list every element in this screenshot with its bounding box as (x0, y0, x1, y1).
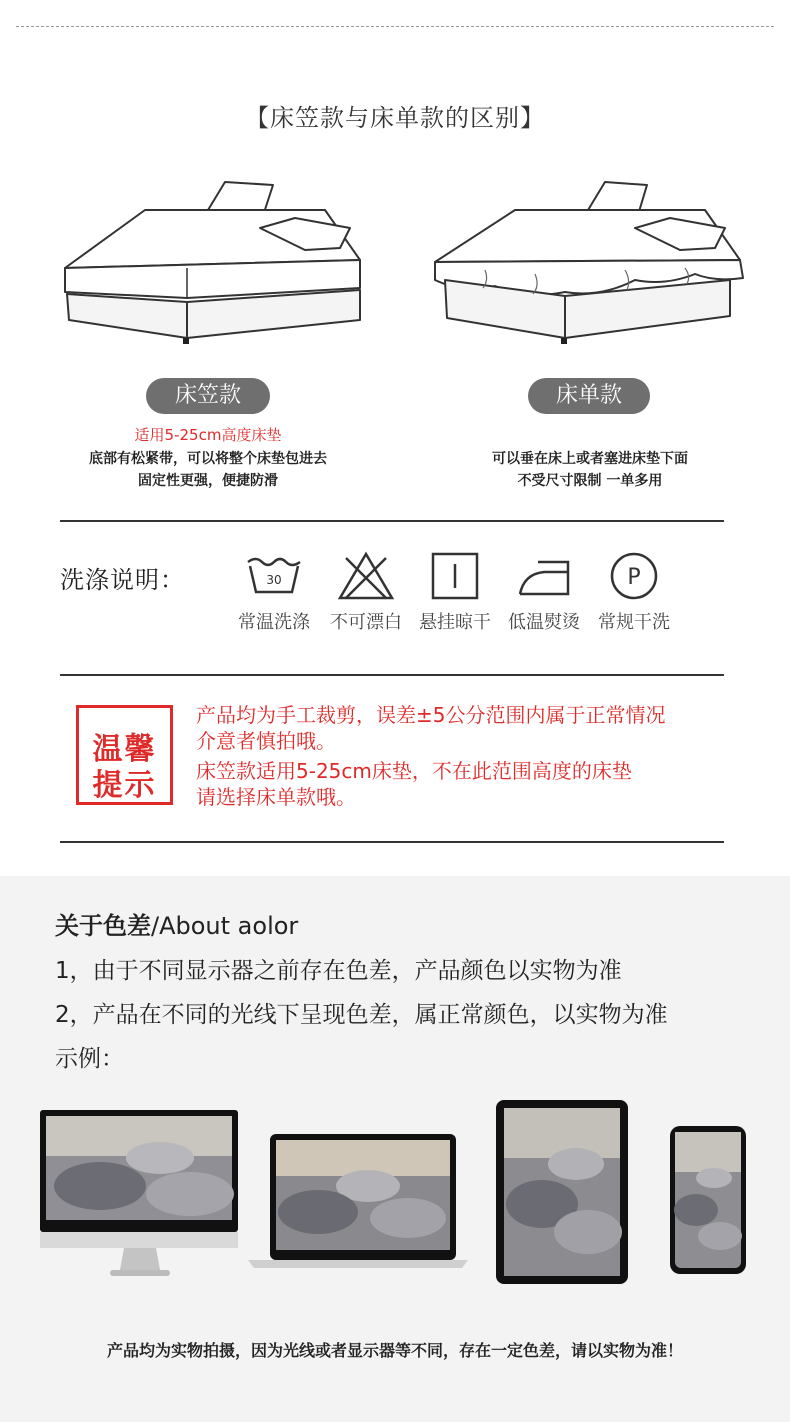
phone-device-image (670, 1126, 746, 1274)
no-bleach-icon (336, 550, 396, 602)
fitted-sheet-bed-illustration (55, 170, 375, 350)
tip-badge-line1: 温馨 (92, 732, 157, 767)
wash-text-normal: 常温洗涤 (238, 612, 310, 633)
dry-clean-icon (604, 550, 664, 602)
hang-dry-icon (425, 550, 485, 602)
color-diff-line2: 2，产品在不同的光线下呈现色差，属正常颜色，以实物为准 (55, 1002, 668, 1028)
color-diff-title-rest: /About aolor (151, 912, 299, 940)
fitted-desc-line1: 底部有松紧带，可以将整个床垫包进去 (89, 451, 327, 467)
tip-line2: 介意者慎拍哦。 (196, 729, 336, 753)
fitted-desc-line2: 固定性更强，便捷防滑 (138, 473, 278, 489)
color-diff-footer: 产品均为实物拍摄，因为光线或者显示器等不同，存在一定色差，请以实物为准！ (106, 1341, 683, 1360)
flat-sheet-label: 床单款 (528, 378, 650, 414)
flat-sheet-bed-illustration (425, 170, 750, 350)
monitor-device-image (40, 1110, 240, 1278)
color-diff-title-bold: 关于色差 (55, 912, 151, 940)
top-dashed-divider (16, 26, 774, 27)
fitted-sheet-label: 床笠款 (146, 378, 270, 414)
fitted-description (50, 448, 366, 492)
divider (60, 841, 724, 843)
low-iron-icon (514, 550, 574, 602)
flat-description (450, 448, 730, 492)
wash-30-icon (244, 550, 304, 602)
fitted-size-note: 适用5-25cm高度床垫 (134, 426, 282, 444)
warm-tip-badge (76, 705, 173, 805)
color-diff-line1: 1，由于不同显示器之前存在色差，产品颜色以实物为准 (55, 958, 622, 984)
tip-line1: 产品均为手工裁剪，误差±5公分范围内属于正常情况 (196, 703, 666, 727)
tip-line4: 请选择床单款哦。 (196, 785, 356, 809)
color-diff-title (55, 906, 298, 941)
laptop-device-image (248, 1132, 468, 1272)
flat-desc-line1: 可以垂在床上或者塞进床垫下面 (492, 451, 688, 467)
flat-desc-line2: 不受尺寸限制 一单多用 (517, 473, 663, 489)
tablet-device-image (496, 1100, 628, 1284)
washing-label: 洗涤说明： (60, 566, 185, 594)
color-diff-example-label: 示例： (55, 1046, 124, 1072)
wash-text-hang-dry: 悬挂晾干 (419, 612, 491, 633)
wash-text-no-bleach: 不可漂白 (330, 612, 402, 633)
tip-badge-line2: 提示 (92, 768, 157, 803)
wash-temp-text: 30 (266, 573, 282, 587)
divider (60, 520, 724, 522)
wash-text-dry-clean: 常规干洗 (598, 612, 670, 633)
divider (60, 674, 724, 676)
wash-text-low-iron: 低温熨烫 (508, 612, 580, 633)
dry-clean-letter: P (627, 565, 641, 590)
tip-line3: 床笠款适用5-25cm床垫，不在此范围高度的床垫 (196, 759, 632, 783)
section-title: 【床笠款与床单款的区别】 (245, 104, 545, 132)
